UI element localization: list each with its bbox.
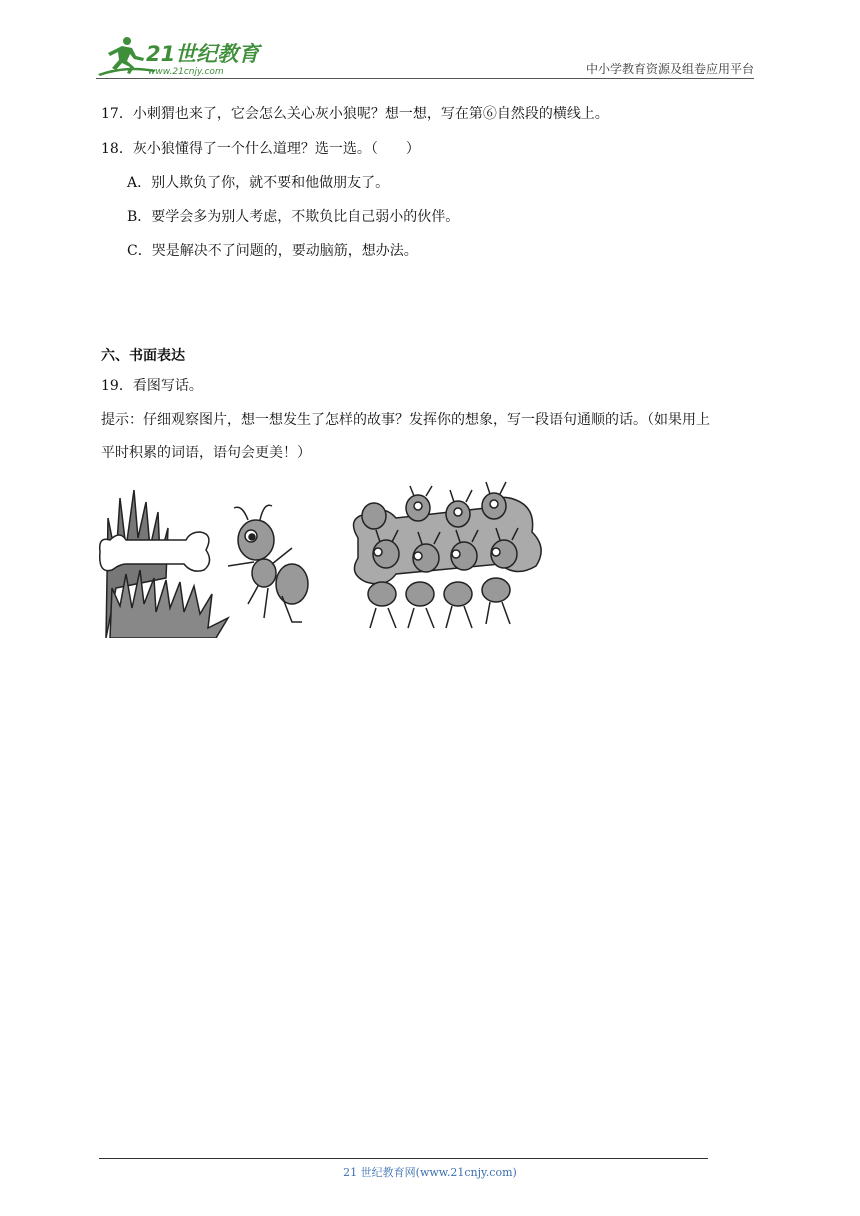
grass-and-bone-scene: [100, 490, 228, 638]
platform-tagline: 中小学教育资源及组卷应用平台: [585, 62, 754, 76]
footer-divider: [99, 1158, 708, 1159]
section-title: 六、书面表达: [101, 348, 185, 364]
header-divider: [96, 78, 754, 79]
option-c: C．哭是解决不了问题的，要动脑筋，想办法。: [127, 243, 418, 259]
question-17: 17．小刺猬也来了，它会怎么关心灰小狼呢？想一想，写在第⑥自然段的横线上。: [101, 106, 609, 122]
svg-text:www.21cnjy.com: www.21cnjy.com: [148, 67, 224, 77]
option-a: A．别人欺负了你，就不要和他做朋友了。: [127, 175, 390, 191]
question-18: 18．灰小狼懂得了一个什么道理？选一选。（ ）: [101, 141, 420, 157]
writing-hint-line1: 提示：仔细观察图片，想一想发生了怎样的故事？发挥你的想象，写一段语句通顺的话。（如果用上: [101, 412, 710, 428]
writing-hint-line2: 平时积累的词语，语句会更美！）: [101, 445, 311, 461]
ant-team-carrying-bone: [354, 482, 542, 628]
ants-illustration: [96, 478, 556, 638]
question-19: 19．看图写话。: [101, 378, 203, 394]
option-b: B．要学会多为别人考虑，不欺负比自己弱小的伙伴。: [127, 209, 460, 225]
svg-text:21世纪教育: 21世纪教育: [146, 42, 260, 66]
brand-logo: [96, 34, 266, 78]
footer-text: 21 世纪教育网(www.21cnjy.com): [343, 1166, 517, 1179]
single-ant: [228, 505, 308, 622]
